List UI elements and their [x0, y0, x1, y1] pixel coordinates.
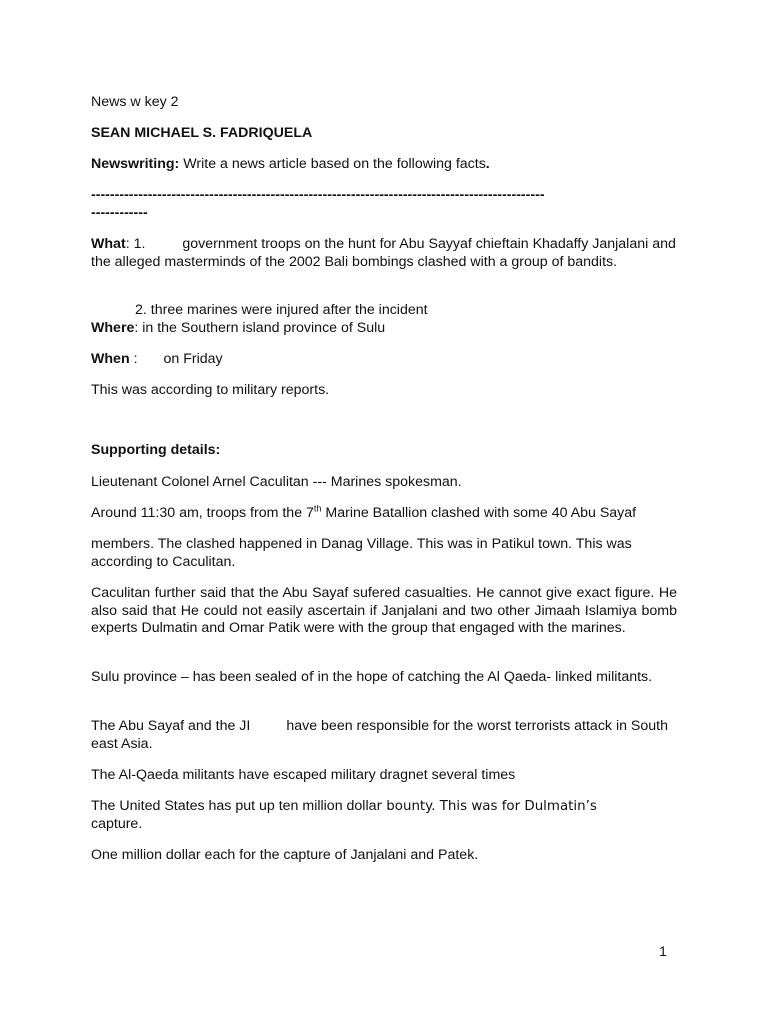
- what-item-1: [91, 236, 677, 271]
- page-number: [659, 944, 667, 960]
- paragraph-united-states-cont: [91, 816, 142, 833]
- paragraph-million: [91, 847, 478, 864]
- instruction-text: Write a news article based on the following facts: [179, 156, 486, 172]
- what-label: What: [91, 236, 126, 252]
- what-item-2: [135, 302, 428, 319]
- sulu-b: in the hope of catching the Al Qaeda- linked militants.: [313, 669, 653, 685]
- author-name-text: SEAN MICHAEL S. FADRIQUELA: [91, 125, 313, 141]
- paragraph-casualties: [91, 585, 677, 638]
- author-name: [91, 125, 312, 142]
- when-text: on Friday: [163, 351, 223, 367]
- paragraph-casualties-text: Caculitan further said that the Abu Sayaf sufered casualties. He cannot give exact figure. He also said that He could not easily ascertain if Janjalani and two other Jimaah Islamiya bomb experts Dulmatin and Omar Patik were with the group that engaged with the marines.: [91, 585, 677, 636]
- doc-header-text: News w key 2: [91, 94, 179, 110]
- abu-a: The Abu Sayaf and the JI: [91, 718, 251, 734]
- supporting-details-heading: [91, 442, 220, 459]
- supporting-details-heading-text: Supporting details:: [91, 442, 221, 458]
- what-item-2-text: 2. three marines were injured after the incident: [135, 302, 428, 318]
- paragraph-million-text: One million dollar each for the capture of Janjalani and Patek.: [91, 847, 479, 863]
- sulu-a: Sulu province – has been sealed: [91, 669, 301, 685]
- paragraph-spokesman-text: Lieutenant Colonel Arnel Caculitan --- Marines spokesman.: [91, 474, 462, 490]
- when-colon: :: [129, 351, 138, 367]
- source-line: [91, 382, 329, 399]
- where-line: [91, 320, 385, 337]
- paragraph-dragnet: [91, 767, 515, 784]
- page-number-text: 1: [659, 944, 667, 960]
- when-line: [91, 351, 223, 368]
- source-line-text: This was according to military reports.: [91, 382, 330, 398]
- dash-separator-1: [91, 187, 545, 204]
- where-label: Where: [91, 320, 135, 336]
- paragraph-united-states-cont-text: capture.: [91, 816, 143, 832]
- paragraph-members: [91, 536, 677, 571]
- sulu-of: of: [300, 670, 314, 685]
- instruction-label: Newswriting:: [91, 156, 180, 172]
- instruction-line: [91, 156, 490, 173]
- paragraph-dragnet-text: The Al-Qaeda militants have escaped military dragnet several times: [91, 767, 516, 783]
- paragraph-around: [91, 505, 636, 522]
- dash-separator-2-text: ------------: [91, 205, 148, 221]
- what-number: : 1.: [125, 236, 146, 252]
- us-a: The United States has put up ten million dolla: [91, 798, 377, 814]
- around-after: Marine Batallion clashed with some 40 Abu Sayaf: [321, 505, 637, 521]
- dash-separator-2: [91, 205, 148, 222]
- dash-separator-1-text: ------------------------------------------------------------------------------------------------: [91, 187, 545, 203]
- abu-b: have been responsible for the worst terrorists attack in South east Asia.: [91, 718, 669, 752]
- what-1-rest: and the alleged masterminds of the 2002 Bali bombings clashed with a group of bandits.: [91, 236, 676, 270]
- where-text: : in the Southern island province of Sulu: [134, 320, 386, 336]
- paragraph-sulu: [91, 669, 677, 687]
- paragraph-spokesman: [91, 474, 462, 491]
- paragraph-members-text: members. The clashed happened in Danag Village. This was in Patikul town. This was according to Caculitan.: [91, 536, 632, 570]
- around-superscript: th: [313, 503, 322, 514]
- instruction-period: .: [485, 156, 490, 172]
- paragraph-abu-sayaf: [91, 718, 677, 753]
- when-label: When: [91, 351, 130, 367]
- around-before: Around 11:30 am, troops from the 7: [91, 505, 314, 521]
- paragraph-united-states: [91, 798, 597, 815]
- doc-header: [91, 94, 179, 111]
- us-b: r bounty. This was for Dulmatin’s: [376, 799, 597, 814]
- what-1-first: government troops on the hunt for Abu Sayyaf chieftain Khadaffy Janjalani: [182, 236, 649, 252]
